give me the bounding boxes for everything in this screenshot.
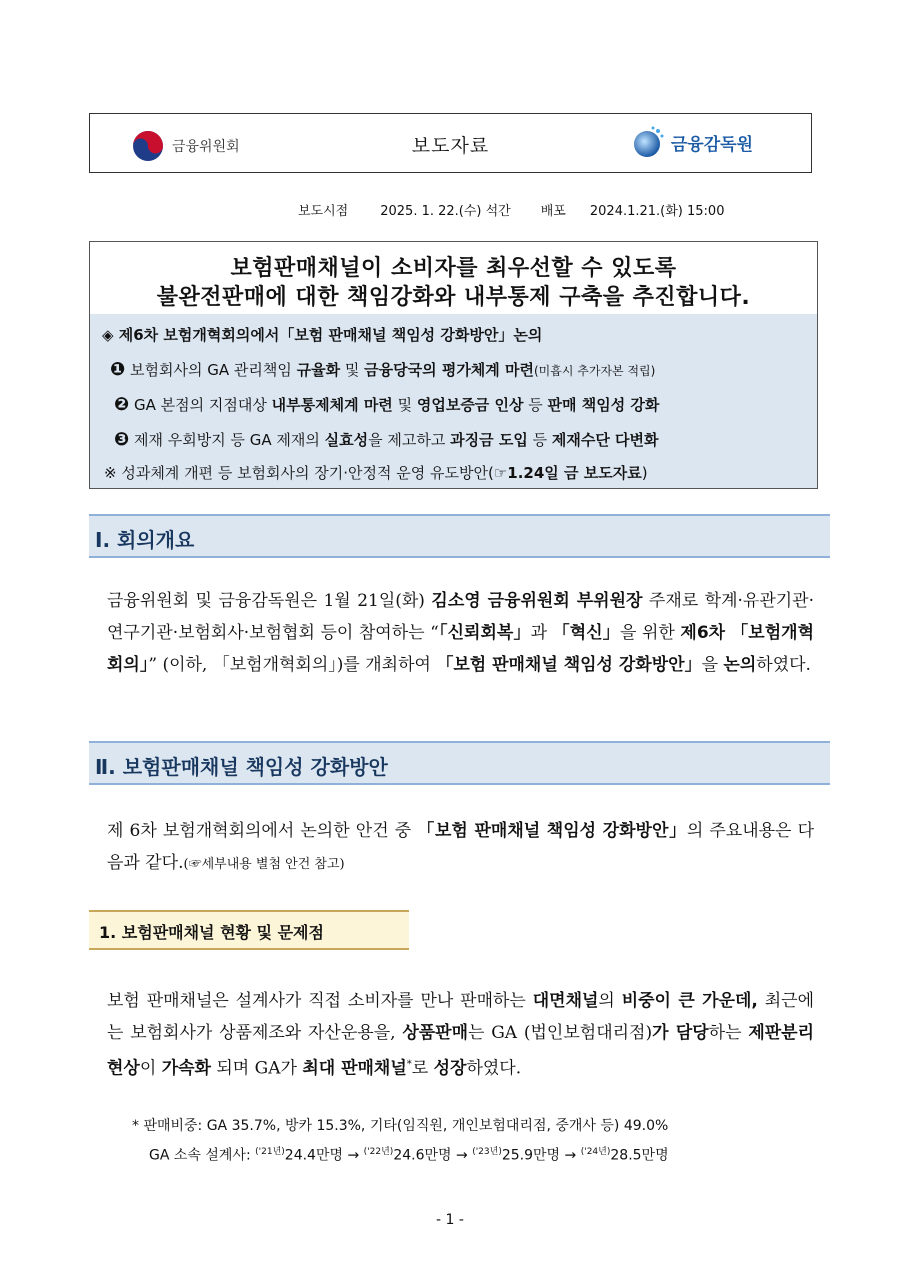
s1-text-e: 과 (530, 623, 553, 643)
s1-text-m: 하였다. (756, 655, 811, 675)
headline-line1: 보험판매채널이 소비자를 최우선할 수 있도록 (230, 256, 677, 281)
note-text-a: ※ 성과체계 개편 등 보험회사의 장기·안정적 운영 유도방안(☞ (104, 464, 508, 482)
section-1-title: Ⅰ. 회의개요 (95, 528, 195, 552)
note-text-b: 1.24일 금 보도자료 (507, 464, 642, 482)
fn-value-24: 28.5만명 (610, 1147, 669, 1164)
bullet-3-text-e: 등 (527, 430, 552, 449)
ss1-text-n: 최대 판매채널 (302, 1058, 407, 1079)
summary-bullet-2 (90, 388, 817, 423)
bullet-3-text-b: 실효성 (324, 430, 369, 449)
ss1-text-m: 되며 GA가 (210, 1058, 303, 1079)
section-1-header (89, 514, 830, 558)
bullet-2-number: ❷ (114, 394, 130, 415)
ss1-text-i: 하는 (708, 1023, 749, 1043)
footnote-line-1: * 판매비중: GA 35.7%, 방카 15.3%, 기타(임직원, 개인보험대리점, 중개사 등) 49.0% (132, 1118, 669, 1134)
ss1-text-k: 이 (139, 1058, 162, 1079)
ss1-text-j: 제판분리 현상 (107, 1023, 815, 1079)
fn-value-23: 25.9만명 (501, 1147, 561, 1164)
section-2-header (89, 741, 830, 785)
distribution-label: 배포 (540, 204, 566, 219)
s1-text-c: 주재로 학계·유관기관·연구기관·보험회사·보험협회 등이 참여하는 “ (107, 591, 815, 643)
ss1-text-d: 비중이 큰 가운데, (621, 991, 758, 1011)
ss1-text-f: 상품판매 (402, 1023, 469, 1043)
summary-main-point: ◈ 제6차 보험개혁회의에서「보험 판매채널 책임성 강화방안」논의 (102, 326, 543, 344)
page-number: - 1 - (436, 1212, 464, 1228)
bullet-1-text-c: 및 (340, 360, 365, 379)
section-1-paragraph (89, 585, 814, 681)
section-2-paragraph (89, 815, 814, 881)
bullet-3-text-c: 을 제고하고 (368, 430, 451, 449)
s1-text-b: 김소영 금융위원회 부위원장 (431, 591, 643, 611)
press-header (89, 113, 812, 173)
ss1-text-e: 최근에는 보험회사가 상품제조와 자산운용을, (107, 991, 814, 1043)
ss1-text-l: 가속화 (161, 1058, 211, 1079)
summary-bullet-3 (90, 423, 817, 458)
ss1-text-q: 성장 (433, 1058, 467, 1079)
fn-arrow-2: → (451, 1147, 473, 1164)
fn-value-22: 24.6만명 (393, 1147, 452, 1164)
s2-text-c: 의 주요내용은 다음과 같다. (107, 821, 815, 873)
bullet-2-text-c: 및 (392, 396, 417, 414)
ss1-text-b: 대면채널 (532, 991, 599, 1011)
s2-text-d: (☞세부내용 별첨 안건 참고) (183, 857, 345, 872)
ss1-text-c: 의 (598, 991, 622, 1011)
s1-text-a: 금융위원회 및 금융감독원은 1월 21일(화) (107, 591, 432, 611)
summary-bullet-1 (90, 353, 817, 389)
bullet-1-text-e: (미흡시 추가자본 적립) (534, 363, 656, 378)
s1-text-f: 「혁신」 (552, 623, 620, 643)
s1-text-d: 「신뢰회복」 (438, 623, 531, 643)
fn-year-23: ('23년) (472, 1147, 502, 1157)
subsection-1-header (89, 910, 409, 950)
bullet-2-text-b: 내부통제체계 마련 (271, 396, 393, 414)
fss-logo (631, 124, 753, 160)
fn-arrow-1: → (343, 1147, 364, 1164)
bullet-3-number: ❸ (114, 428, 130, 450)
s1-text-i: ” (이하, 「보험개혁회의」)를 개최하여 (148, 655, 437, 675)
press-release-title: 보도자료 (411, 135, 490, 157)
bullet-3-text-a: 제재 우회방지 등 GA 제재의 (134, 430, 325, 449)
bullet-1-number: ❶ (110, 358, 126, 380)
subsection-1-paragraph (89, 985, 814, 1085)
s2-text-a: 제 6차 보험개혁회의에서 논의한 안건 중 (107, 821, 418, 841)
ss1-text-h: 가 담당 (652, 1023, 709, 1043)
fn-label: GA 소속 설계사: (149, 1147, 256, 1164)
headline-summary (90, 314, 817, 488)
s2-text-b: 「보험 판매채널 책임성 강화방안」 (417, 821, 687, 841)
fsc-name: 금융위원회 (172, 139, 240, 155)
headline-line2: 불완전판매에 대한 책임강화와 내부통제 구축을 추진합니다. (156, 285, 751, 310)
bullet-1-text-a: 보험회사의 GA 관리책임 (130, 360, 297, 379)
ss1-text-a: 보험 판매채널은 설계사가 직접 소비자를 만나 판매하는 (107, 991, 533, 1011)
s1-text-j: 「보험 판매채널 책임성 강화방안」 (436, 655, 702, 675)
bullet-1-text-d: 금융당국의 평가체계 마련 (364, 360, 534, 379)
subsection-1-title: 1. 보험판매채널 현황 및 문제점 (99, 923, 324, 942)
fss-name: 금융감독원 (670, 134, 753, 155)
fn-year-21: ('21년) (255, 1147, 285, 1157)
footnote-line-2 (132, 1139, 669, 1169)
ss1-text-p: 로 (411, 1058, 434, 1079)
bullet-2-text-d: 영업보증금 인상 (416, 396, 524, 414)
fn-value-21: 24.4만명 (284, 1147, 344, 1164)
release-timing (298, 200, 724, 219)
fn-year-24: ('24년) (580, 1147, 611, 1157)
ss1-text-g: 는 GA (법인보험대리점) (468, 1023, 653, 1043)
embargo-value: 2025. 1. 22.(수) 석간 (380, 204, 511, 219)
fn-arrow-3: → (560, 1147, 581, 1164)
bullet-2-text-a: GA 본점의 지점대상 (134, 396, 272, 414)
s1-text-k: 을 (701, 655, 724, 675)
summary-note (90, 457, 817, 491)
ss1-text-r: 하였다. (466, 1058, 522, 1079)
s1-text-l: 논의 (723, 655, 757, 675)
section-2-title: Ⅱ. 보험판매채널 책임성 강화방안 (95, 755, 388, 779)
s1-text-h: 제6차 「보험개혁회의」 (107, 623, 814, 675)
bullet-3-text-f: 제재수단 다변화 (551, 430, 659, 449)
s1-text-g: 을 위한 (619, 623, 681, 643)
bullet-2-text-f: 판매 책임성 강화 (547, 396, 660, 414)
bullet-3-text-d: 과징금 도입 (450, 430, 528, 449)
ss1-footnote-mark: * (406, 1059, 412, 1070)
headline-title (90, 242, 817, 314)
bullet-2-text-e: 등 (523, 396, 548, 414)
fss-globe-icon (631, 124, 667, 160)
embargo-label: 보도시점 (298, 204, 349, 219)
note-text-c: ) (641, 464, 648, 482)
footnote (132, 1113, 669, 1169)
fn-year-22: ('22년) (363, 1147, 394, 1157)
bullet-1-text-b: 규율화 (296, 360, 341, 379)
headline-box (89, 241, 818, 489)
distribution-value: 2024.1.21.(화) 15:00 (589, 204, 725, 219)
